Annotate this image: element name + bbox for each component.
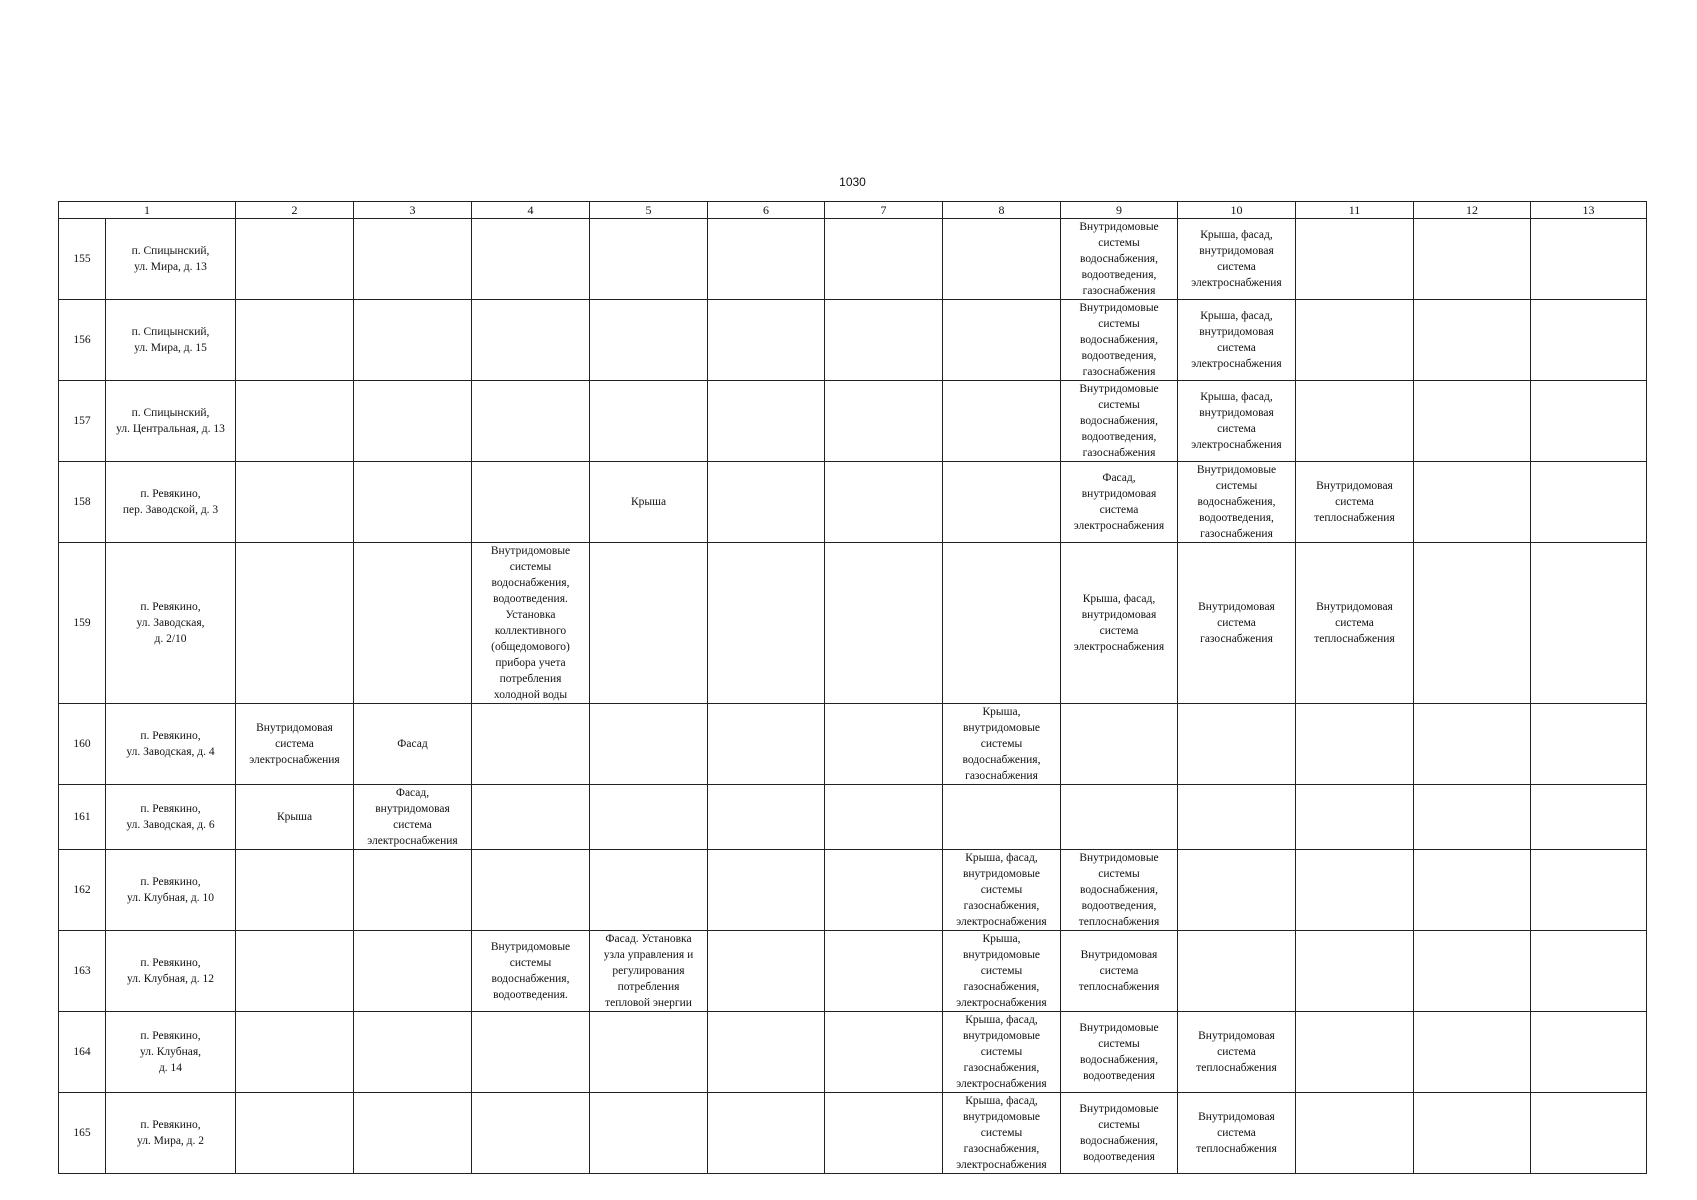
work-cell <box>236 1012 354 1093</box>
work-cell: Внутридомовые системы водоснабжения, водоотведения, газоснабжения <box>1061 381 1178 462</box>
table-row <box>59 1093 1647 1174</box>
table-row <box>59 300 1647 381</box>
work-cell <box>1531 704 1647 785</box>
work-cell <box>1414 300 1531 381</box>
work-cell <box>1178 785 1296 850</box>
table-row <box>59 462 1647 543</box>
capital-repair-table <box>58 201 1647 1174</box>
work-cell <box>943 300 1061 381</box>
work-cell <box>472 1093 590 1174</box>
address-cell: п. Ревякино, ул. Мира, д. 2 <box>106 1093 236 1174</box>
work-cell <box>708 785 825 850</box>
work-cell <box>236 219 354 300</box>
work-cell <box>354 300 472 381</box>
work-cell: Внутридомовые системы водоснабжения, водоотведения, газоснабжения <box>1178 462 1296 543</box>
work-cell <box>943 219 1061 300</box>
work-cell <box>825 543 943 704</box>
address-cell: п. Ревякино, ул. Заводская, д. 6 <box>106 785 236 850</box>
work-cell <box>1531 462 1647 543</box>
work-cell <box>590 543 708 704</box>
work-cell <box>1296 300 1414 381</box>
work-cell <box>472 785 590 850</box>
work-cell <box>708 300 825 381</box>
work-cell <box>236 543 354 704</box>
row-number: 165 <box>59 1093 106 1174</box>
address-cell: п. Спицынский, ул. Мира, д. 15 <box>106 300 236 381</box>
work-cell <box>1531 543 1647 704</box>
work-cell: Внутридомовые системы водоснабжения, водоотведения. <box>472 931 590 1012</box>
work-cell <box>590 1012 708 1093</box>
work-cell: Фасад, внутридомовая система электроснабжения <box>354 785 472 850</box>
work-cell <box>1296 1093 1414 1174</box>
column-header: 6 <box>708 202 825 219</box>
work-cell <box>472 1012 590 1093</box>
address-cell: п. Ревякино, ул. Клубная, д. 14 <box>106 1012 236 1093</box>
work-cell: Крыша, фасад, внутридомовая система электроснабжения <box>1178 219 1296 300</box>
work-cell: Внутридомовые системы водоснабжения, водоотведения, газоснабжения <box>1061 219 1178 300</box>
address-cell: п. Ревякино, ул. Клубная, д. 10 <box>106 850 236 931</box>
work-cell <box>590 381 708 462</box>
work-cell <box>354 462 472 543</box>
work-cell <box>708 219 825 300</box>
work-cell: Крыша, фасад, внутридомовые системы газоснабжения, электроснабжения <box>943 850 1061 931</box>
row-number: 161 <box>59 785 106 850</box>
work-cell <box>1414 1012 1531 1093</box>
work-cell <box>708 931 825 1012</box>
work-cell <box>1296 931 1414 1012</box>
work-cell: Крыша, внутридомовые системы водоснабжения, газоснабжения <box>943 704 1061 785</box>
work-cell <box>1296 704 1414 785</box>
work-cell <box>1414 931 1531 1012</box>
work-cell <box>708 1093 825 1174</box>
work-cell: Крыша <box>236 785 354 850</box>
work-cell <box>1531 785 1647 850</box>
work-cell <box>354 543 472 704</box>
column-header: 13 <box>1531 202 1647 219</box>
work-cell: Внутридомовые системы водоснабжения, водоотведения <box>1061 1093 1178 1174</box>
work-cell: Внутридомовая система газоснабжения <box>1178 543 1296 704</box>
work-cell <box>825 785 943 850</box>
work-cell <box>1414 219 1531 300</box>
work-cell <box>236 381 354 462</box>
work-cell: Крыша, фасад, внутридомовая система электроснабжения <box>1178 381 1296 462</box>
work-cell: Внутридомовая система теплоснабжения <box>1296 462 1414 543</box>
work-cell: Фасад, внутридомовая система электроснабжения <box>1061 462 1178 543</box>
column-header: 3 <box>354 202 472 219</box>
table-row <box>59 219 1647 300</box>
address-cell: п. Ревякино, ул. Клубная, д. 12 <box>106 931 236 1012</box>
work-cell: Фасад <box>354 704 472 785</box>
work-cell <box>354 931 472 1012</box>
work-cell <box>708 1012 825 1093</box>
work-cell <box>590 219 708 300</box>
work-cell <box>708 462 825 543</box>
work-cell <box>236 300 354 381</box>
work-cell <box>825 1093 943 1174</box>
work-cell <box>943 543 1061 704</box>
table-row <box>59 704 1647 785</box>
work-cell <box>1296 381 1414 462</box>
column-header: 5 <box>590 202 708 219</box>
work-cell <box>708 543 825 704</box>
work-cell <box>1178 704 1296 785</box>
address-cell: п. Ревякино, ул. Заводская, д. 4 <box>106 704 236 785</box>
work-cell <box>236 1093 354 1174</box>
row-number: 157 <box>59 381 106 462</box>
work-cell <box>1296 219 1414 300</box>
table-row <box>59 543 1647 704</box>
work-cell <box>1296 1012 1414 1093</box>
column-header: 2 <box>236 202 354 219</box>
work-cell <box>1531 850 1647 931</box>
address-cell: п. Ревякино, ул. Заводская, д. 2/10 <box>106 543 236 704</box>
work-cell <box>825 219 943 300</box>
work-cell <box>1414 543 1531 704</box>
work-cell: Внутридомовые системы водоснабжения, водоотведения. Установка коллективного (общедомового) прибора учета потребления холодной воды <box>472 543 590 704</box>
work-cell <box>354 850 472 931</box>
work-cell <box>472 219 590 300</box>
work-cell <box>236 931 354 1012</box>
address-cell: п. Ревякино, пер. Заводской, д. 3 <box>106 462 236 543</box>
work-cell: Внутридомовая система теплоснабжения <box>1178 1012 1296 1093</box>
work-cell <box>825 850 943 931</box>
work-cell <box>1414 462 1531 543</box>
table-row <box>59 1012 1647 1093</box>
work-cell <box>236 850 354 931</box>
row-number: 155 <box>59 219 106 300</box>
work-cell <box>1531 1093 1647 1174</box>
work-cell <box>472 300 590 381</box>
work-cell <box>472 704 590 785</box>
work-cell <box>825 931 943 1012</box>
work-cell <box>472 462 590 543</box>
work-cell <box>472 850 590 931</box>
work-cell <box>1296 785 1414 850</box>
work-cell <box>825 1012 943 1093</box>
row-number: 160 <box>59 704 106 785</box>
work-cell <box>236 462 354 543</box>
work-cell: Крыша, внутридомовые системы газоснабжения, электроснабжения <box>943 931 1061 1012</box>
work-cell: Внутридомовая система теплоснабжения <box>1178 1093 1296 1174</box>
work-cell <box>1178 931 1296 1012</box>
work-cell: Крыша, фасад, внутридомовая система электроснабжения <box>1061 543 1178 704</box>
column-header: 1 <box>59 202 236 219</box>
work-cell: Внутридомовая система теплоснабжения <box>1061 931 1178 1012</box>
work-cell <box>1414 704 1531 785</box>
work-cell <box>472 381 590 462</box>
table-row <box>59 931 1647 1012</box>
work-cell <box>590 300 708 381</box>
address-cell: п. Спицынский, ул. Мира, д. 13 <box>106 219 236 300</box>
work-cell <box>1296 850 1414 931</box>
work-cell: Крыша <box>590 462 708 543</box>
work-cell <box>825 462 943 543</box>
work-cell <box>1531 219 1647 300</box>
work-cell <box>354 1093 472 1174</box>
work-cell: Фасад. Установка узла управления и регулирования потребления тепловой энергии <box>590 931 708 1012</box>
work-cell <box>354 1012 472 1093</box>
row-number: 163 <box>59 931 106 1012</box>
work-cell <box>1061 704 1178 785</box>
work-cell: Крыша, фасад, внутридомовые системы газоснабжения, электроснабжения <box>943 1093 1061 1174</box>
work-cell <box>1061 785 1178 850</box>
column-header: 11 <box>1296 202 1414 219</box>
work-cell <box>1414 785 1531 850</box>
work-cell <box>943 785 1061 850</box>
work-cell <box>708 704 825 785</box>
work-cell: Крыша, фасад, внутридомовые системы газоснабжения, электроснабжения <box>943 1012 1061 1093</box>
table-row <box>59 850 1647 931</box>
work-cell: Внутридомовые системы водоснабжения, водоотведения, газоснабжения <box>1061 300 1178 381</box>
column-header: 7 <box>825 202 943 219</box>
row-number: 158 <box>59 462 106 543</box>
work-cell <box>590 785 708 850</box>
work-cell <box>1531 300 1647 381</box>
work-cell <box>943 381 1061 462</box>
work-cell <box>825 704 943 785</box>
work-cell: Внутридомовые системы водоснабжения, водоотведения, теплоснабжения <box>1061 850 1178 931</box>
work-cell <box>1414 850 1531 931</box>
work-cell <box>590 1093 708 1174</box>
table-row <box>59 785 1647 850</box>
work-cell <box>1178 850 1296 931</box>
work-cell <box>1531 1012 1647 1093</box>
column-header: 4 <box>472 202 590 219</box>
work-cell <box>825 300 943 381</box>
work-cell: Внутридомовые системы водоснабжения, водоотведения <box>1061 1012 1178 1093</box>
column-header: 9 <box>1061 202 1178 219</box>
row-number: 159 <box>59 543 106 704</box>
row-number: 156 <box>59 300 106 381</box>
work-cell <box>354 381 472 462</box>
work-cell <box>1531 381 1647 462</box>
work-cell <box>1531 931 1647 1012</box>
address-cell: п. Спицынский, ул. Центральная, д. 13 <box>106 381 236 462</box>
work-cell: Внутридомовая система теплоснабжения <box>1296 543 1414 704</box>
work-cell <box>708 381 825 462</box>
column-header: 10 <box>1178 202 1296 219</box>
work-cell: Крыша, фасад, внутридомовая система электроснабжения <box>1178 300 1296 381</box>
page-number: 1030 <box>839 175 866 189</box>
column-header: 12 <box>1414 202 1531 219</box>
work-cell <box>708 850 825 931</box>
work-cell <box>590 850 708 931</box>
column-number-row <box>59 202 1647 219</box>
work-cell <box>943 462 1061 543</box>
row-number: 162 <box>59 850 106 931</box>
work-cell <box>1414 381 1531 462</box>
column-header: 8 <box>943 202 1061 219</box>
work-cell: Внутридомовая система электроснабжения <box>236 704 354 785</box>
work-cell <box>354 219 472 300</box>
work-cell <box>1414 1093 1531 1174</box>
work-cell <box>590 704 708 785</box>
work-cell <box>825 381 943 462</box>
table-row <box>59 381 1647 462</box>
row-number: 164 <box>59 1012 106 1093</box>
